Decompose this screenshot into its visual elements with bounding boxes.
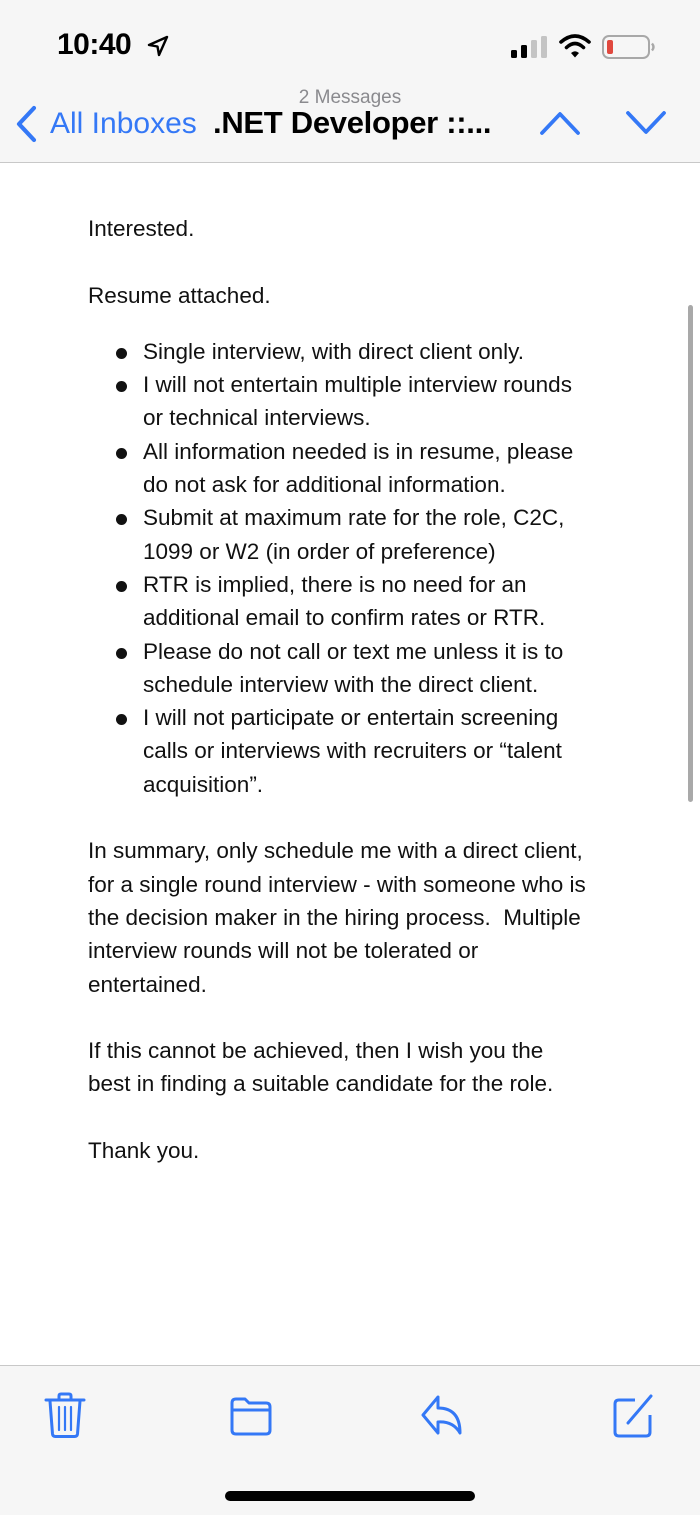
email-body: [88, 212, 588, 1167]
status-bar: [0, 0, 700, 90]
status-time: 10:40: [57, 28, 132, 61]
list-item: RTR is implied, there is no need for an additional email to confirm rates or RTR.: [88, 568, 588, 635]
list-item: All information needed is in resume, please do not ask for additional information.: [88, 435, 588, 502]
bullet-icon: [116, 448, 127, 459]
bullet-icon: [116, 648, 127, 659]
wifi-icon: [559, 33, 591, 59]
sign-off: Thank you.: [88, 1138, 200, 1164]
top-bar: [0, 0, 700, 163]
bullet-icon: [116, 381, 127, 392]
reply-icon: [420, 1391, 464, 1439]
back-to-all-inboxes-button[interactable]: [14, 102, 197, 146]
location-arrow-icon: [146, 34, 170, 58]
previous-message-chevron-up-icon[interactable]: [538, 108, 582, 138]
bullet-icon: [116, 514, 127, 525]
next-message-chevron-down-icon[interactable]: [624, 108, 668, 138]
list-item: Submit at maximum rate for the role, C2C, 1099 or W2 (in order of preference): [88, 501, 588, 568]
list-item: Single interview, with direct client only.: [88, 335, 588, 368]
trash-button[interactable]: [43, 1391, 87, 1439]
list-item: I will not entertain multiple interview rounds or technical interviews.: [88, 368, 588, 435]
move-to-folder-button[interactable]: [229, 1391, 273, 1439]
paragraph: Resume attached.: [88, 282, 271, 308]
closing-paragraph: If this cannot be achieved, then I wish you the best in finding a suitable candidate for the role.: [88, 1038, 554, 1097]
email-body-scroll-area[interactable]: [0, 164, 700, 1365]
back-label: All Inboxes: [50, 107, 197, 140]
requirements-list: [88, 312, 588, 801]
home-indicator[interactable]: [225, 1491, 475, 1501]
message-count: 2 Messages: [298, 87, 402, 108]
vertical-scrollbar[interactable]: [688, 305, 693, 802]
email-subject-title: .NET Developer ::...: [213, 105, 492, 140]
list-item: Please do not call or text me unless it is to schedule interview with the direct client.: [88, 635, 588, 702]
compose-icon: [611, 1391, 655, 1439]
summary-paragraph: In summary, only schedule me with a direct client, for a single round interview - with someone who is the decision maker in the hiring process. Multiple interview rounds will not be tolerated or entertained.: [88, 838, 586, 997]
folder-icon: [229, 1391, 273, 1439]
reply-button[interactable]: [420, 1391, 464, 1439]
chevron-left-icon: [14, 104, 40, 144]
trash-icon: [43, 1391, 87, 1439]
bullet-icon: [116, 714, 127, 725]
list-item: I will not participate or entertain screening calls or interviews with recruiters or “talent acquisition”.: [88, 701, 588, 801]
battery-low-icon: [602, 35, 656, 59]
bullet-icon: [116, 581, 127, 592]
paragraph: Interested.: [88, 216, 195, 241]
cellular-signal-icon: [510, 36, 548, 58]
compose-button[interactable]: [611, 1391, 655, 1439]
bottom-toolbar: [0, 1365, 700, 1515]
nav-bar: [0, 84, 700, 163]
bullet-icon: [116, 348, 127, 359]
